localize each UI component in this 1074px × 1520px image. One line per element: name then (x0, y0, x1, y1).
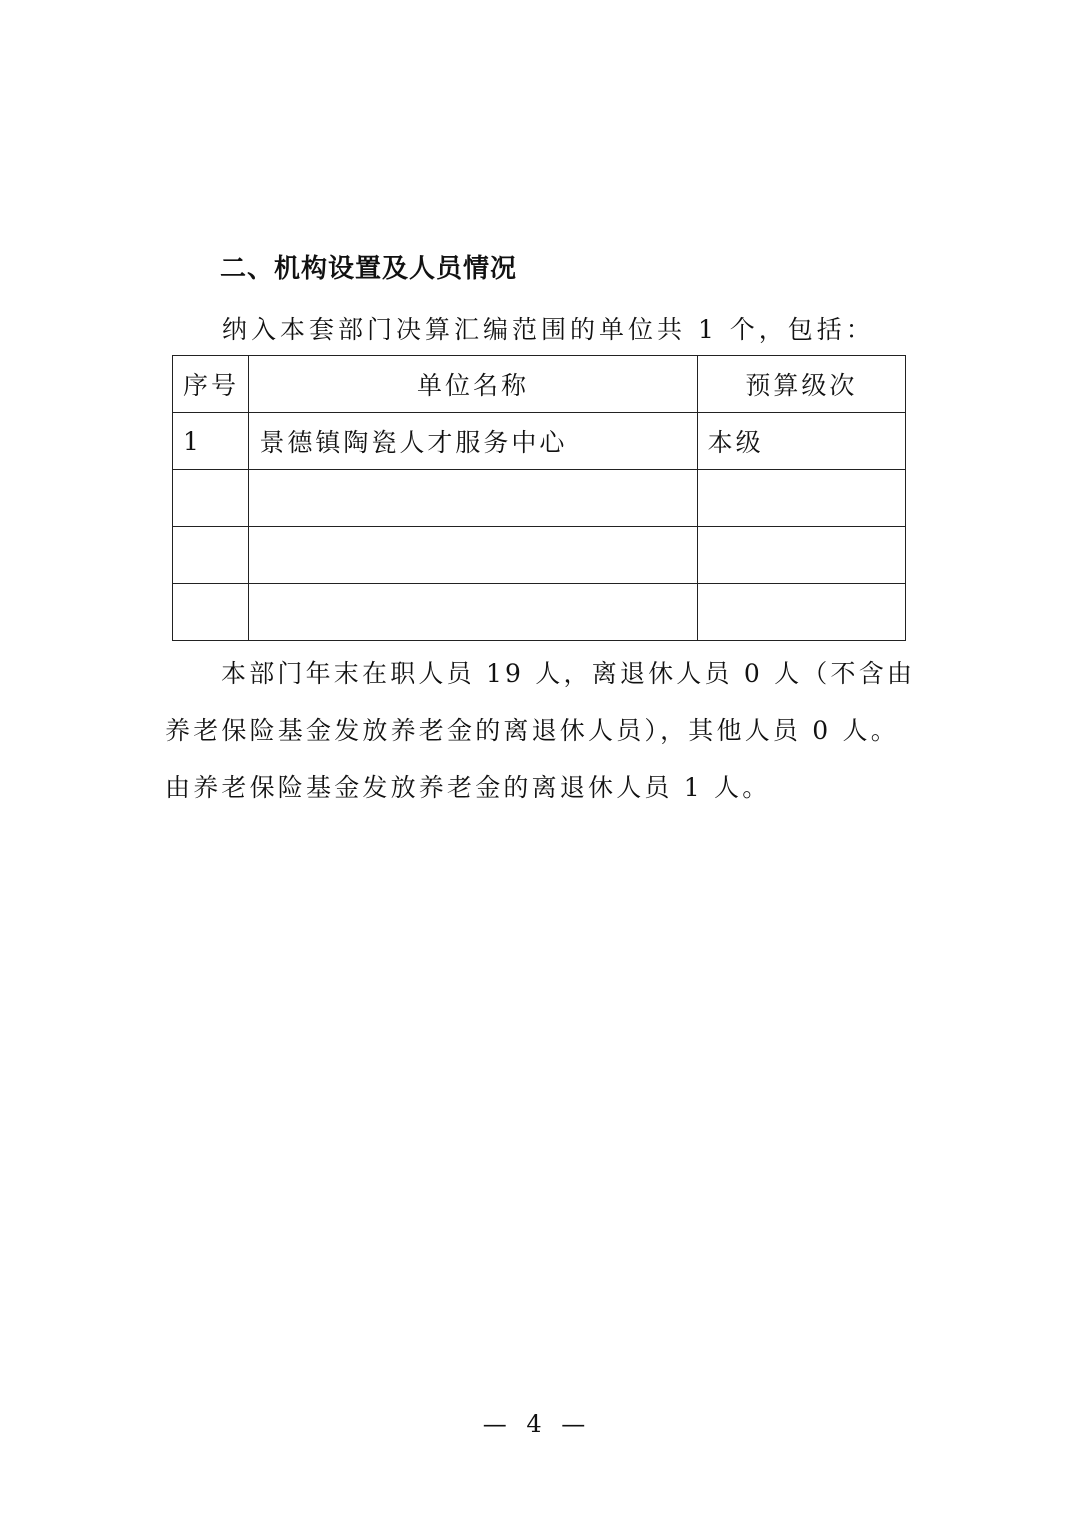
cell-budget-level (697, 584, 905, 641)
section-heading: 二、机构设置及人员情况 (220, 254, 518, 284)
table-row (173, 470, 906, 527)
table-row (173, 584, 906, 641)
header-unit-name: 单位名称 (249, 356, 697, 413)
table-header-row (173, 356, 906, 413)
intro-text: 纳入本套部门决算汇编范围的单位共 1 个，包括： (222, 315, 875, 344)
staff-paragraph-line-2: 养老保险基金发放养老金的离退休人员），其他人员 0 人。 (165, 716, 899, 745)
staff-paragraph-line-1: 本部门年末在职人员 19 人，离退休人员 0 人（不含由 (221, 659, 916, 688)
cell-serial-number (173, 527, 249, 584)
cell-budget-level: 本级 (697, 413, 905, 470)
staff-paragraph-line-3: 由养老保险基金发放养老金的离退休人员 1 人。 (165, 773, 771, 802)
cell-budget-level (697, 527, 905, 584)
cell-serial-number (173, 470, 249, 527)
cell-unit-name (249, 584, 697, 641)
cell-unit-name (249, 527, 697, 584)
page-number: — 4 — (482, 1410, 592, 1438)
cell-budget-level (697, 470, 905, 527)
units-table (172, 355, 906, 641)
cell-serial-number (173, 584, 249, 641)
header-budget-level: 预算级次 (697, 356, 905, 413)
cell-unit-name (249, 470, 697, 527)
table-row (173, 527, 906, 584)
staff-paragraph (165, 645, 916, 816)
header-serial-number: 序号 (173, 356, 249, 413)
cell-serial-number: 1 (173, 413, 249, 470)
table-row (173, 413, 906, 470)
cell-unit-name: 景德镇陶瓷人才服务中心 (249, 413, 697, 470)
